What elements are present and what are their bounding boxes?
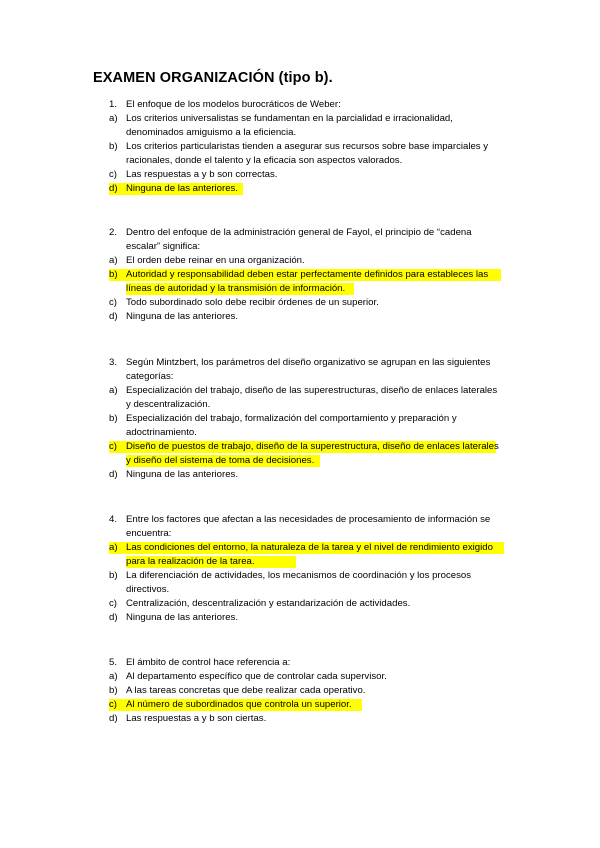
option-marker[interactable]: b) <box>109 413 118 424</box>
question-number: 2. <box>109 227 118 238</box>
option-marker[interactable]: c) <box>109 699 117 710</box>
option-marker[interactable]: a) <box>109 671 118 682</box>
option-text[interactable]: Las condiciones del entorno, la naturaleza de la tarea y el nivel de rendimiento exigido <box>126 542 493 553</box>
option-marker[interactable]: c) <box>109 441 117 452</box>
option-text[interactable]: Al número de subordinados que controla un superior. <box>126 699 352 710</box>
question-text: El enfoque de los modelos burocráticos de Weber: <box>126 99 341 110</box>
option-text[interactable]: directivos. <box>126 584 170 595</box>
question-text: encuentra: <box>126 528 172 539</box>
question-text: El ámbito de control hace referencia a: <box>126 657 291 668</box>
option-marker[interactable]: b) <box>109 141 118 152</box>
option-text[interactable]: La diferenciación de actividades, los mecanismos de coordinación y los procesos <box>126 570 472 581</box>
option-text[interactable]: Ninguna de las anteriores. <box>126 469 238 480</box>
option-text[interactable]: Al departamento específico que de controlar cada supervisor. <box>126 671 387 682</box>
option-text[interactable]: y descentralización. <box>126 399 211 410</box>
option-marker[interactable]: a) <box>109 385 118 396</box>
option-text[interactable]: Centralización, descentralización y estandarización de actividades. <box>126 598 411 609</box>
option-marker[interactable]: c) <box>109 598 117 609</box>
option-text[interactable]: Especialización del trabajo, diseño de las superestructuras, diseño de enlaces laterales <box>126 385 498 396</box>
option-text[interactable]: A las tareas concretas que debe realizar cada operativo. <box>126 685 366 696</box>
option-text[interactable]: denominados amiguismo a la eficiencia. <box>126 127 297 138</box>
option-text[interactable]: Las respuestas a y b son correctas. <box>126 169 278 180</box>
option-text[interactable]: Las respuestas a y b son ciertas. <box>126 713 267 724</box>
option-text[interactable]: Autoridad y responsabilidad deben estar perfectamente definidos para estableces las <box>126 269 489 280</box>
option-marker[interactable]: a) <box>109 542 118 553</box>
option-text[interactable]: Todo subordinado solo debe recibir órdenes de un superior. <box>126 297 379 308</box>
option-text[interactable]: Diseño de puestos de trabajo, diseño de la superestructura, diseño de enlaces laterales <box>126 441 499 452</box>
question-number: 5. <box>109 657 118 668</box>
question-text: Entre los factores que afectan a las necesidades de procesamiento de información se <box>126 514 491 525</box>
question-number: 3. <box>109 357 118 368</box>
question-text: Según Mintzbert, los parámetros del diseño organizativo se agrupan en las siguientes <box>126 357 491 368</box>
option-marker[interactable]: d) <box>109 183 118 194</box>
option-text[interactable]: racionales, donde el talento y la eficacia son aspectos valorados. <box>126 155 403 166</box>
option-text[interactable]: Especialización del trabajo, formalización del comportamiento y preparación y <box>126 413 457 424</box>
question-number: 4. <box>109 514 118 525</box>
option-text[interactable]: El orden debe reinar en una organización. <box>126 255 305 266</box>
option-marker[interactable]: b) <box>109 685 118 696</box>
option-marker[interactable]: a) <box>109 255 118 266</box>
option-text[interactable]: Ninguna de las anteriores. <box>126 311 238 322</box>
option-text[interactable]: para la realización de la tarea. <box>126 556 255 567</box>
option-marker[interactable]: b) <box>109 570 118 581</box>
question-text: escalar” significa: <box>126 241 201 252</box>
option-marker[interactable]: c) <box>109 297 117 308</box>
option-text[interactable]: adoctrinamiento. <box>126 427 197 438</box>
option-marker[interactable]: c) <box>109 169 117 180</box>
option-marker[interactable]: d) <box>109 713 118 724</box>
page-title: EXAMEN ORGANIZACIÓN (tipo b). <box>93 70 333 86</box>
option-marker[interactable]: b) <box>109 269 118 280</box>
option-marker[interactable]: d) <box>109 311 118 322</box>
option-text[interactable]: Ninguna de las anteriores. <box>126 183 238 194</box>
option-text[interactable]: Los criterios universalistas se fundamentan en la parcialidad e irracionalidad, <box>126 113 453 124</box>
option-marker[interactable]: d) <box>109 612 118 623</box>
option-marker[interactable]: d) <box>109 469 118 480</box>
option-text[interactable]: Ninguna de las anteriores. <box>126 612 238 623</box>
question-text: categorías: <box>126 371 174 382</box>
option-text[interactable]: Los criterios particularistas tienden a asegurar sus recursos sobre base imparciales y <box>126 141 489 152</box>
question-text: Dentro del enfoque de la administración general de Fayol, el principio de “cadena <box>126 227 472 238</box>
question-number: 1. <box>109 99 118 110</box>
option-text[interactable]: y diseño del sistema de toma de decisiones. <box>126 455 315 466</box>
option-marker[interactable]: a) <box>109 113 118 124</box>
option-text[interactable]: líneas de autoridad y la transmisión de información. <box>126 283 346 294</box>
